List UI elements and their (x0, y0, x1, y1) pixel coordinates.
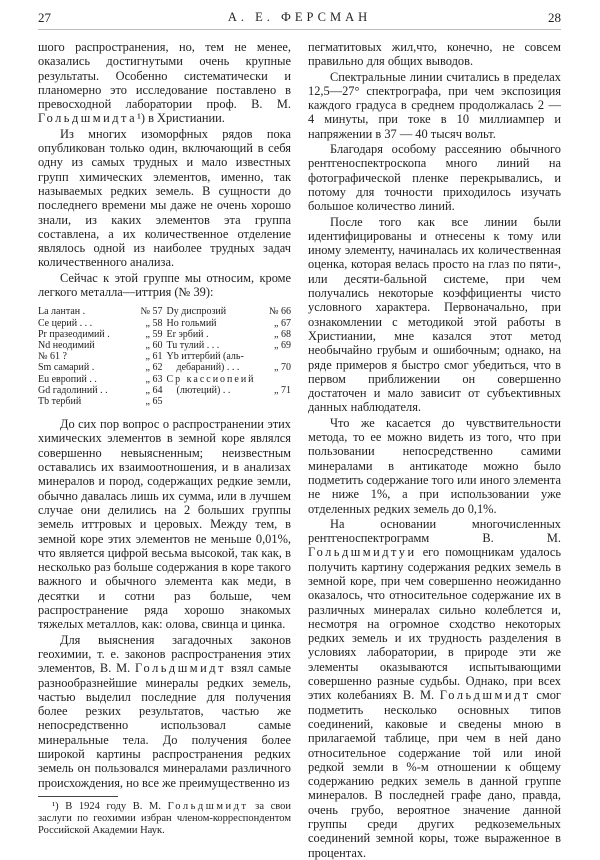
left-column (38, 40, 291, 837)
author-name: Гольдшмидт (439, 688, 531, 703)
paragraph: Что же касается до чувствительности метода, то ее можно видеть из того, что при пользовании непосредственно самими минералами в антикатоде можно было подметить содержание того или иного элемента не ниже 1%, а при использовании уже отделенных редких земель до 0,1%. (308, 415, 561, 516)
element-row: Gd гадолиний . . „ 64 (38, 384, 163, 396)
element-row: Sm самарий . „ 62 (38, 362, 163, 374)
page-header (38, 10, 561, 32)
element-row: Er эрбий . „ 68 (166, 328, 291, 340)
elements-column-right (167, 306, 292, 407)
paragraph: Сейчас к этой группе мы относим, кроме легкого металла—иттрия (№ 39): (38, 270, 291, 300)
rare-earth-elements-table (38, 306, 291, 407)
paragraph: На основании многочисленных рентгеноспектрограмм В. М. Гольдшмидтуи его помощникам удалось получить картину содержания редких земель в земной коре, при чем совершенно неожиданно оказалось, что относительное содержание их в различных минералах сильно колеблется и, несмотря на огромное сходство некоторых редких земель и их трудность разделения в условиях лаборатории, в природе эти же элементы оказываются испытывающими совершенно разные судьбы. Однако, при всех этих колебаниях В. М. Гольдшмидт смог подметить несколько основных типов соединений, каковые и сведены мною в прилагаемой таблице, при чем в ней дано относительное содержание той или иной редкой земли в %-м отношении к общему содержанию редких земель в данной группе минералов. В последней графе дано, правда, очень грубо, вероятное значение данной группы среди других редкоземельных соединений земной коры, тоже выраженное в процентах. (308, 516, 561, 860)
element-row: Nd неодимий „ 60 (38, 339, 163, 351)
element-row: Eu европий . . „ 63 (38, 373, 163, 385)
paragraph: Спектральные линии считались в пределах 12,5—27° спектрографа, при чем экспозиция каждого градуса в среднем продолжалась 2 — 4 минуты, при токе в 10 миллиампер и напряжении в 37 — 40 тысяч вольт. (308, 69, 561, 141)
element-row: Pr празеодимий . „ 59 (38, 328, 163, 340)
element-row: (лютеций) . . „ 71 (176, 384, 291, 396)
element-row: № 61 ? „ 61 (38, 351, 163, 363)
author-name: Гольдшмидтуи (308, 545, 417, 560)
paragraph: Для выяснения загадочных законов геохимии, т. е. законов распространения этих элементов, В. М. Гольдшмидт взял самые разнообразнейшие минералы редких земель, частью выделил последние для получения более резких результатов, частью же непосредственно использовал самые минеральные тела. До получения более широкой картины распространения редких земель он пользовался минералами различного происхождения, но все же преимущественно из (38, 632, 291, 790)
element-row: Yb иттербий (аль- (166, 351, 244, 363)
paragraph: пегматитовых жил,что, конечно, не совсем правильно для общих выводов. (308, 40, 561, 69)
paragraph: Благодаря особому рассеянию обычного рентгеноспектроскопа много линий на фотографической пленке перекрывались, и потому для точности приходилось изучать большое количество линий. (308, 142, 561, 214)
element-row: Dy диспрозий № 66 (166, 306, 291, 318)
element-row: дебараний) . . . „ 70 (176, 362, 291, 374)
element-row: Tb тербий „ 65 (38, 395, 163, 407)
element-row: Ho гольмий „ 67 (166, 317, 291, 329)
paragraph: До сих пор вопрос о распространении этих химических элементов в земной коре являлся совершенно невыясненным; неизвестным оставались их взаимоотношения, и в анализах минералов и пород, содержащих редкие земли, обычно давалась лишь их сумма, или в лучшем случае они делились на 2 больших группы земель иттровых и церовых. Между тем, в земной коре этих элементов не меньше 0,01%, что является цифрой весьма высокой, так как, в несколько раз больше содержания в коре такого важного и обычного элемента как меди, в десятки и сотни раз больше, чем распространение ряда хорошо знакомых тяжелых металлов, как: олова, свинца и цинка. (38, 417, 291, 632)
paragraph: После того как все линии были идентифицированы и отнесены к тому или иному элементу, начиналась их количественная оценка, которая велась просто на глаз по пяти-, или десяти-бальной системе, при чем получались некоторые коэффициенты чисто условного характера. Первоначально, при ознакомлении с методикой этой работы в Христиании, мне казался этот метод необычайно грубым и ошибочным; однако, на ряде примеров я быстро смог убедиться, что в первом приближении он совершенно достаточен и мало зависит от субъективных данных наблюдателя. (308, 214, 561, 415)
running-title: А. Е. ФЕРСМАН (227, 10, 372, 24)
author-name: Гольдшмидт (134, 661, 226, 676)
element-row: Tu тулий . . . „ 69 (166, 339, 291, 351)
page-number-right: 28 (548, 10, 561, 25)
element-row: Cp кассиопеий (166, 373, 256, 385)
paragraph: Из многих изоморфных рядов пока опубликован только один, включающий в себя одну из самых трудных и мало известных групп химических элементов, именно, так называемых редких земель. В сущности до последнего времени мы даже не очень хорошо знали, из каких элементов эта группа составлена, а их количественное отделение являлось одной из наиболее трудных задач количественного анализа. (38, 126, 291, 270)
elements-column-left (38, 306, 163, 407)
paragraph: шого распространения, но, тем не менее, оказались достигнутыми очень крупные результаты. Особенно систематически и планомерно это исследование поставлено в превосходной лаборатории проф. В. М. Гольдшмидта¹) в Христиании. (38, 40, 291, 126)
element-row: Ce церий . . . „ 58 (38, 317, 163, 329)
right-column (308, 40, 561, 860)
footnote-rule (38, 796, 118, 797)
author-name: Гольдшмидта (38, 111, 138, 126)
header-rule (38, 29, 561, 30)
element-row: La лантан . № 57 (38, 306, 163, 318)
page-number-left: 27 (38, 10, 51, 25)
footnote: ¹) В 1924 году В. М. Гольдшмидт за свои заслуги по геохимии избран членом-корреспондентом Российской Академии Наук. (38, 800, 292, 836)
